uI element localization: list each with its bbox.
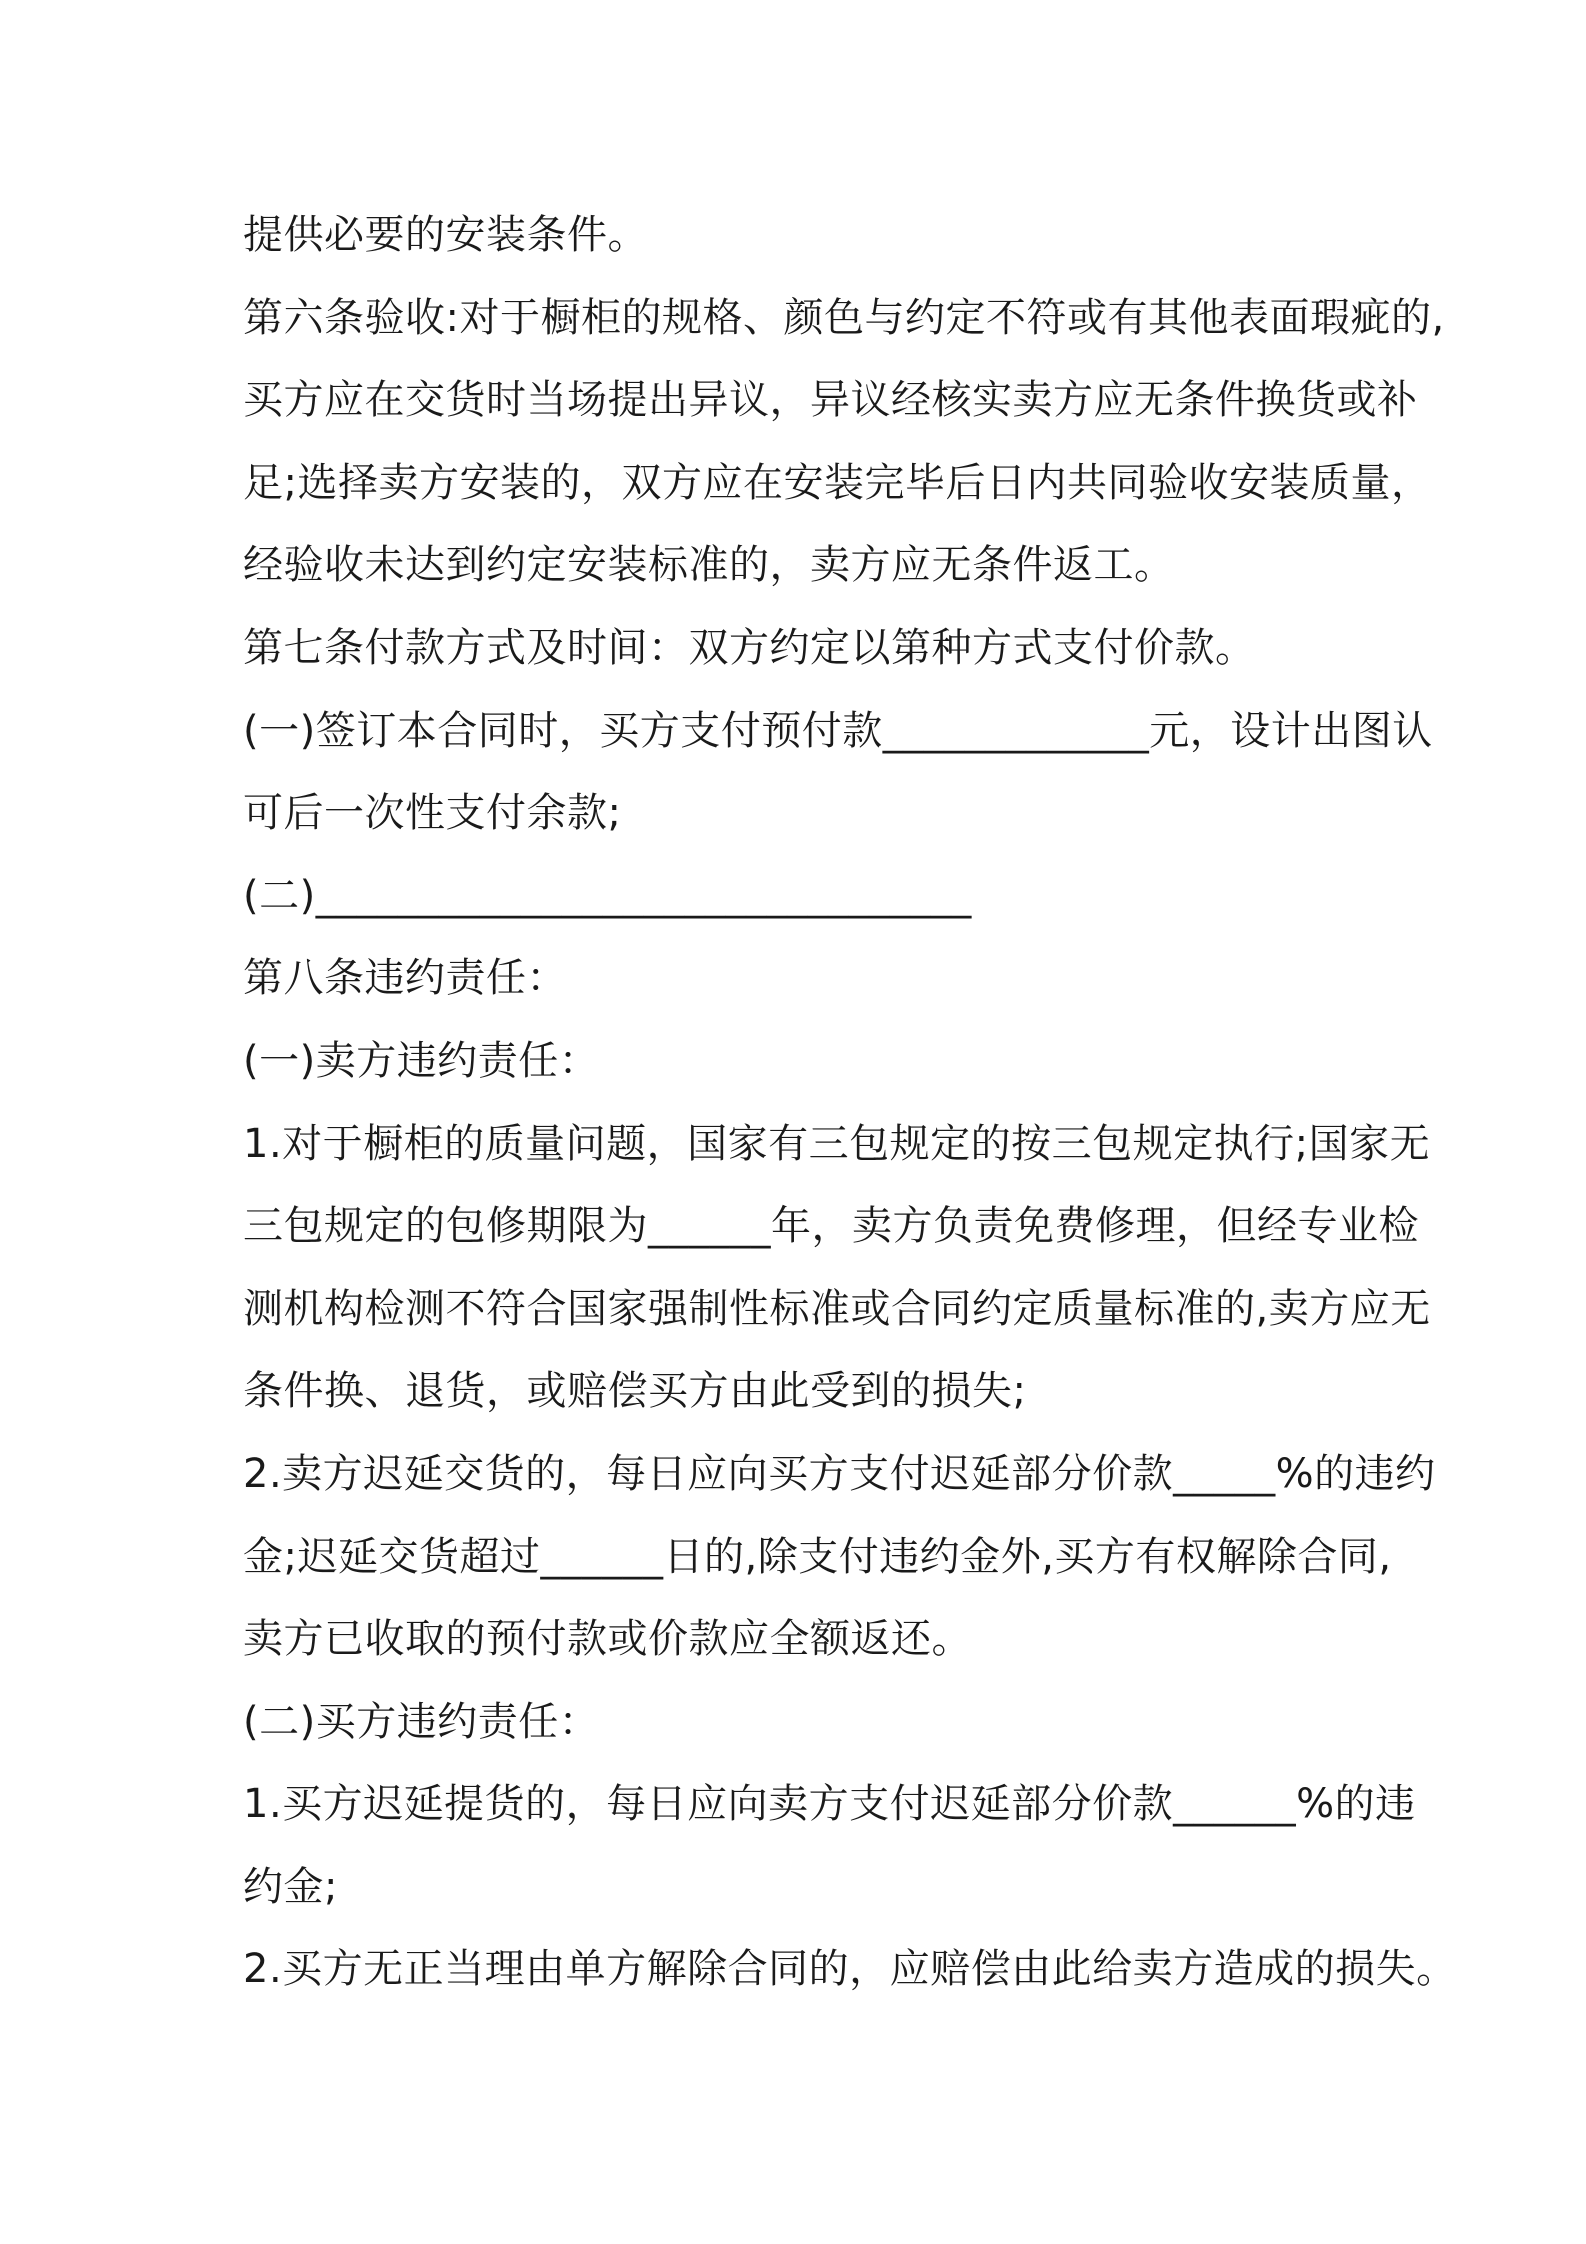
text-line: (二)________________________________ [243, 872, 972, 919]
text-line: 条件换、退货，或赔偿买方由此受到的损失; [243, 1368, 1027, 1415]
contract-text [243, 194, 1457, 2011]
text-line: 可后一次性支付余款; [243, 790, 622, 837]
text-line: 买方应在交货时当场提出异议，异议经核实卖方应无条件换货或补 [243, 377, 1418, 424]
text-line: 2.买方无正当理由单方解除合同的，应赔偿由此给卖方造成的损失。 [243, 1946, 1457, 1993]
text-line: 卖方已收取的预付款或价款应全额返还。 [243, 1616, 972, 1663]
text-line: 约金; [243, 1863, 338, 1910]
text-line: 1.买方迟延提货的，每日应向卖方支付迟延部分价款______%的违 [243, 1781, 1416, 1828]
text-line: 1.对于橱柜的质量问题，国家有三包规定的按三包规定执行;国家无 [243, 1120, 1431, 1167]
text-line: (一)签订本合同时，买方支付预付款_____________元，设计出图认 [243, 707, 1433, 754]
text-line: 三包规定的包修期限为______年，卖方负责免费修理，但经专业检 [243, 1203, 1419, 1250]
section-heading-8: 第八条违约责任： [243, 955, 567, 1002]
text-line: 测机构检测不符合国家强制性标准或合同约定质量标准的,卖方应无 [243, 1285, 1431, 1332]
text-line: 提供必要的安装条件。 [243, 212, 648, 258]
text-line: 第六条验收:对于橱柜的规格、颜色与约定不符或有其他表面瑕疵的, [243, 294, 1445, 341]
text-line: 金;迟延交货超过______日的,除支付违约金外,买方有权解除合同, [243, 1533, 1392, 1580]
text-line: 足;选择卖方安装的，双方应在安装完毕后日内共同验收安装质量， [243, 459, 1432, 506]
subsection-heading: (二)买方违约责任： [243, 1698, 600, 1745]
text-line: 2.卖方迟延交货的，每日应向买方支付迟延部分价款_____%的违约 [243, 1450, 1436, 1497]
section-heading-7: 第七条付款方式及时间：双方约定以第种方式支付价款。 [243, 624, 1256, 671]
text-line: 经验收未达到约定安装标准的，卖方应无条件返工。 [243, 542, 1175, 589]
subsection-heading: (一)卖方违约责任： [243, 1037, 600, 1084]
